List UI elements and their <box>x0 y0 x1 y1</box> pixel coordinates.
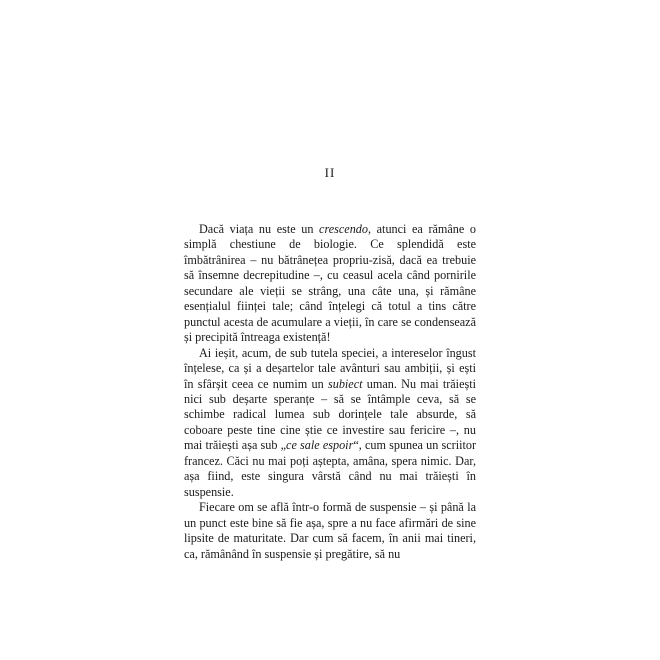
paragraph <box>184 346 476 501</box>
text-segment: uman. Nu mai trăiești nici sub deșarte speranțe – să se întâmple ceva, să se schimbe radical lumea sub dorințele tale absurde, să coboare peste tine cine știe ce investire sau fericire –, nu mai trăiești așa sub „ <box>184 376 476 453</box>
text-segment: Fiecare om se află într-o formă de suspensie – și până la un punct este bine să fie așa, spre a nu face afirmări de sine lipsite de maturitate. Dar cum să facem, în anii mai tineri, ca, rămânând în suspensie și pregătire, să nu <box>184 500 476 561</box>
italic-term: crescendo <box>319 222 368 236</box>
text-segment: “, cum spunea un scriitor francez. Căci nu mai poți aștepta, amâna, spera nimic. Dar, așa fiind, este singura vârstă când nu mai trăiești în suspensie. <box>184 438 477 499</box>
body-text <box>184 222 476 562</box>
paragraph <box>184 222 476 346</box>
chapter-number: II <box>324 165 336 180</box>
text-segment: Dacă viața nu este un <box>199 222 320 236</box>
italic-quote: ce sale espoir <box>286 438 354 453</box>
paragraph <box>184 500 476 562</box>
text-segment: , atunci ea rămâne o simplă chestiune de biologie. Ce splendidă este îmbătrânirea – nu bătrânețea propriu-zisă, dacă ea trebuie să însemne decrepitudine –, cu ceasul acela când pornirile secundare ale vieții se strâng, una câte una, și rămâne esențialul ființei tale; când înțelegi că totul a tins către punctul acesta de acumulare a vieții, în care se condensează și precipită întreaga existență! <box>184 222 476 345</box>
text-segment: Ai ieșit, acum, de sub tutela speciei, a intereselor îngust înțelese, ca și a deșartelor tale avânturi sau ambiții, și ești în sfârșit ceea ce numim un <box>184 345 476 391</box>
italic-term: subiect <box>327 376 363 391</box>
